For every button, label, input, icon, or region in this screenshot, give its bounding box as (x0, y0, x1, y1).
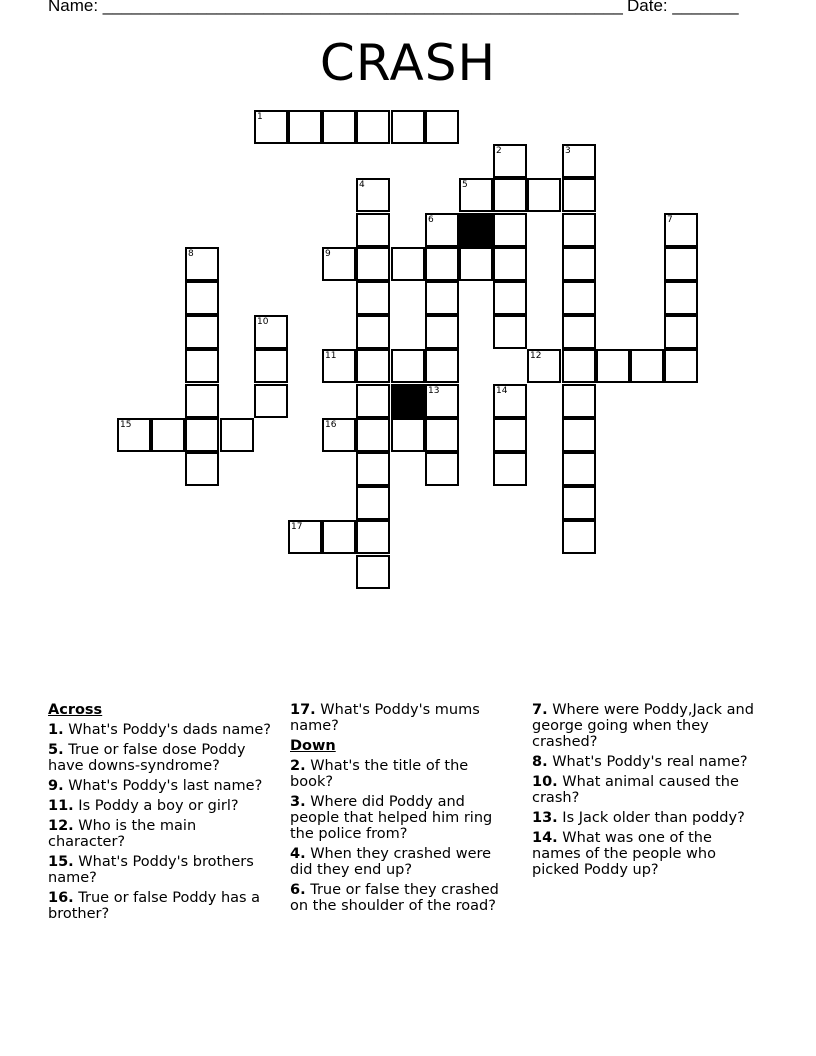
clue-across-17: 17. What's Poddy's mums name? (290, 702, 480, 734)
grid-cell[interactable] (527, 178, 561, 212)
clue-number: 3 (565, 146, 571, 156)
grid-cell[interactable] (356, 247, 390, 281)
grid-cell[interactable] (288, 110, 322, 144)
clue-number: 1 (257, 112, 263, 122)
clue-number: 4 (359, 180, 365, 190)
grid-cell[interactable] (254, 315, 288, 349)
name-field-label: Name: _______________________________________________________ (48, 0, 623, 15)
grid-cell[interactable] (664, 247, 698, 281)
grid-cell[interactable] (322, 110, 356, 144)
grid-cell[interactable] (562, 144, 596, 178)
date-field-label: Date: _______ (627, 0, 739, 15)
grid-cell[interactable] (356, 178, 390, 212)
grid-cell[interactable] (151, 418, 185, 452)
clue-number: 13 (428, 386, 440, 396)
grid-cell[interactable] (356, 213, 390, 247)
grid-cell[interactable] (185, 247, 219, 281)
puzzle-title: CRASH (319, 34, 497, 92)
grid-cell[interactable] (562, 315, 596, 349)
grid-cell[interactable] (254, 384, 288, 418)
grid-cell[interactable] (288, 520, 322, 554)
clue-number: 10 (257, 317, 269, 327)
grid-cell[interactable] (185, 281, 219, 315)
grid-cell[interactable] (493, 418, 527, 452)
clue-down-3: 3. Where did Poddy and people that helped him ring the police from? (290, 794, 493, 842)
clue-across-11: 11. Is Poddy a boy or girl? (48, 798, 239, 814)
grid-cell[interactable] (527, 349, 561, 383)
clue-column-3 (532, 702, 757, 882)
grid-cell[interactable] (185, 349, 219, 383)
clue-across-1: 1. What's Poddy's dads name? (48, 722, 271, 738)
grid-cell[interactable] (562, 520, 596, 554)
grid-cell[interactable] (356, 281, 390, 315)
clue-number: 8 (188, 249, 194, 259)
grid-cell[interactable] (185, 315, 219, 349)
grid-cell[interactable] (562, 486, 596, 520)
grid-cell[interactable] (562, 178, 596, 212)
grid-cell[interactable] (664, 349, 698, 383)
grid-cell[interactable] (493, 315, 527, 349)
clue-number: 2 (496, 146, 502, 156)
clue-number: 12 (530, 351, 542, 361)
grid-cell[interactable] (322, 520, 356, 554)
grid-cell[interactable] (562, 281, 596, 315)
grid-cell[interactable] (356, 418, 390, 452)
grid-cell[interactable] (664, 315, 698, 349)
grid-cell[interactable] (664, 213, 698, 247)
clue-down-4: 4. When they crashed were did they end up? (290, 846, 492, 878)
clue-number: 7 (667, 215, 673, 225)
grid-cell[interactable] (391, 110, 425, 144)
grid-cell[interactable] (322, 418, 356, 452)
clue-across-9: 9. What's Poddy's last name? (48, 778, 263, 794)
down-heading: Down (290, 738, 336, 754)
grid-cell[interactable] (493, 213, 527, 247)
grid-cell[interactable] (425, 110, 459, 144)
grid-cell[interactable] (391, 349, 425, 383)
clue-column-1 (48, 702, 273, 926)
grid-cell[interactable] (322, 349, 356, 383)
clue-number: 5 (462, 180, 468, 190)
grid-cell[interactable] (425, 384, 459, 418)
grid-cell[interactable] (356, 349, 390, 383)
grid-cell[interactable] (425, 452, 459, 486)
grid-cell[interactable] (391, 418, 425, 452)
grid-cell[interactable] (562, 213, 596, 247)
grid-cell[interactable] (254, 349, 288, 383)
clue-down-13: 13. Is Jack older than poddy? (532, 810, 745, 826)
clue-number: 6 (428, 215, 434, 225)
grid-block (459, 213, 493, 247)
clue-down-14: 14. What was one of the names of the people who picked Poddy up? (532, 830, 716, 878)
grid-cell[interactable] (185, 452, 219, 486)
grid-cell[interactable] (117, 418, 151, 452)
clue-down-7: 7. Where were Poddy,Jack and george going when they crashed? (532, 702, 754, 750)
clue-down-10: 10. What animal caused the crash? (532, 774, 739, 806)
grid-cell[interactable] (562, 247, 596, 281)
grid-cell[interactable] (562, 349, 596, 383)
clue-column-2 (290, 702, 515, 918)
grid-cell[interactable] (322, 247, 356, 281)
grid-cell[interactable] (493, 281, 527, 315)
clue-across-16: 16. True or false Poddy has a brother? (48, 890, 261, 922)
clue-number: 9 (325, 249, 331, 259)
grid-cell[interactable] (391, 247, 425, 281)
across-heading: Across (48, 702, 103, 718)
grid-cell[interactable] (425, 418, 459, 452)
grid-cell[interactable] (459, 178, 493, 212)
grid-cell[interactable] (425, 349, 459, 383)
clue-number: 15 (120, 420, 132, 430)
grid-cell[interactable] (425, 315, 459, 349)
grid-cell[interactable] (356, 384, 390, 418)
grid-cell[interactable] (254, 110, 288, 144)
grid-cell[interactable] (493, 384, 527, 418)
grid-cell[interactable] (459, 247, 493, 281)
grid-cell[interactable] (220, 418, 254, 452)
clue-number: 17 (291, 522, 303, 532)
grid-cell[interactable] (493, 144, 527, 178)
grid-cell[interactable] (356, 520, 390, 554)
grid-block (391, 384, 425, 418)
grid-cell[interactable] (630, 349, 664, 383)
clue-across-12: 12. Who is the main character? (48, 818, 197, 850)
grid-cell[interactable] (425, 213, 459, 247)
grid-cell[interactable] (596, 349, 630, 383)
clue-number: 16 (325, 420, 337, 430)
clue-down-6: 6. True or false they crashed on the shoulder of the road? (290, 882, 499, 914)
grid-cell[interactable] (356, 315, 390, 349)
grid-cell[interactable] (185, 418, 219, 452)
grid-cell[interactable] (562, 418, 596, 452)
grid-cell[interactable] (562, 452, 596, 486)
clue-across-5: 5. True or false dose Poddy have downs-syndrome? (48, 742, 246, 774)
grid-cell[interactable] (185, 384, 219, 418)
grid-cell[interactable] (356, 452, 390, 486)
grid-cell[interactable] (425, 281, 459, 315)
grid-cell[interactable] (356, 486, 390, 520)
clue-number: 14 (496, 386, 508, 396)
grid-cell[interactable] (493, 178, 527, 212)
grid-cell[interactable] (562, 384, 596, 418)
clue-down-8: 8. What's Poddy's real name? (532, 754, 748, 770)
grid-cell[interactable] (493, 452, 527, 486)
clue-across-15: 15. What's Poddy's brothers name? (48, 854, 254, 886)
grid-cell[interactable] (664, 281, 698, 315)
grid-cell[interactable] (356, 110, 390, 144)
clue-number: 11 (325, 351, 337, 361)
grid-cell[interactable] (356, 555, 390, 589)
grid-cell[interactable] (493, 247, 527, 281)
grid-cell[interactable] (425, 247, 459, 281)
clue-down-2: 2. What's the title of the book? (290, 758, 469, 790)
